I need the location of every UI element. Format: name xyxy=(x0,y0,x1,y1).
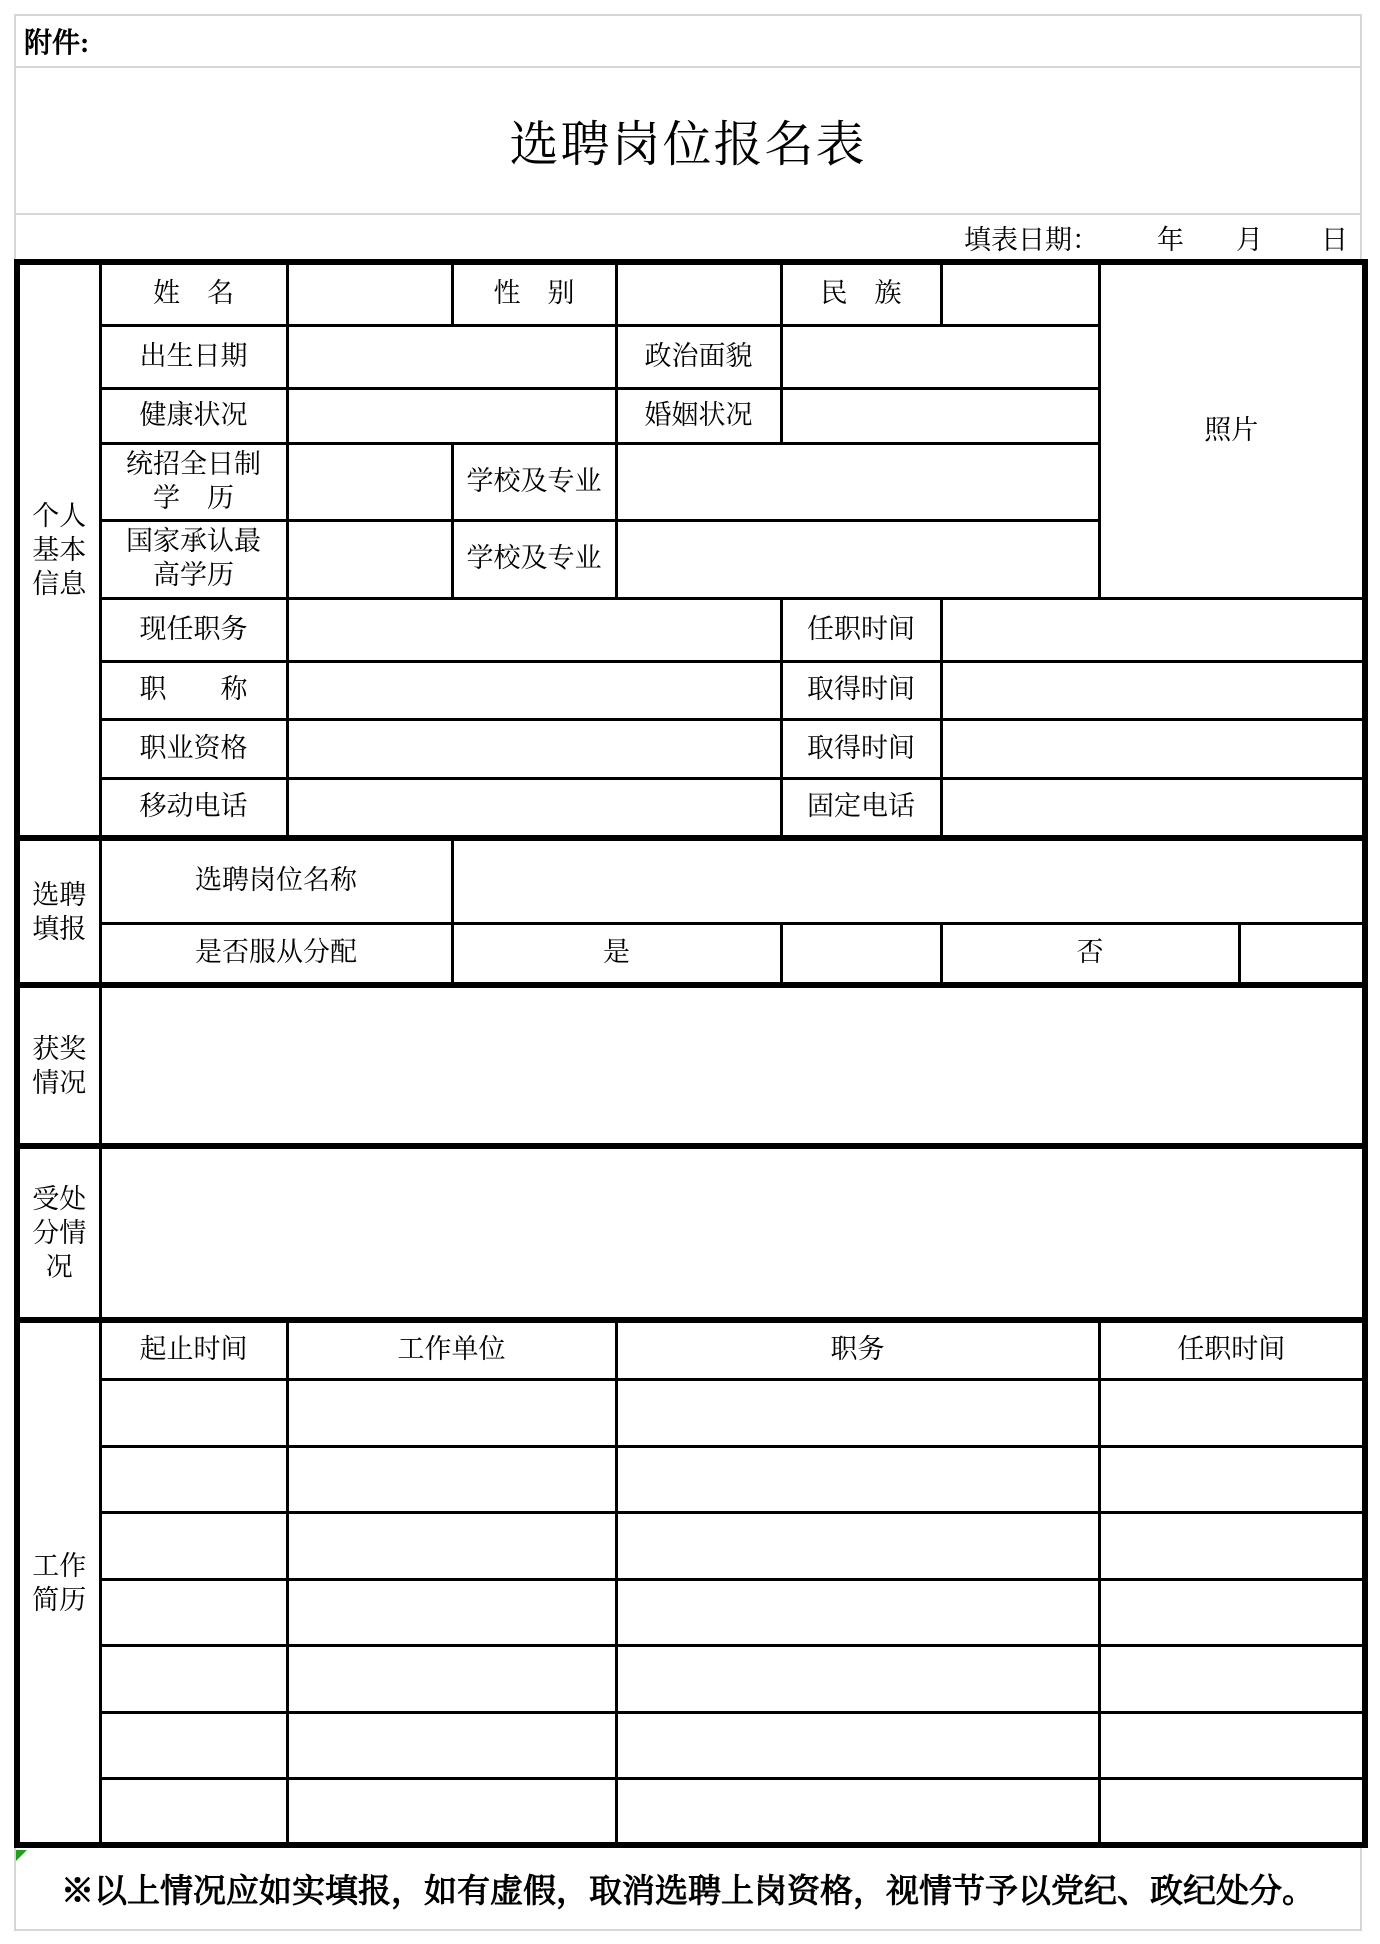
health-value-cell[interactable] xyxy=(287,388,616,443)
section-label-discipline: 受处 分情 况 xyxy=(17,1146,100,1320)
ethnicity-value-cell[interactable] xyxy=(941,262,1099,325)
name-value-cell[interactable] xyxy=(287,262,452,325)
landline-label: 固定电话 xyxy=(781,778,941,838)
obtain-time-label-1: 取得时间 xyxy=(781,661,941,719)
work-period-cell[interactable] xyxy=(100,1379,287,1446)
marital-value-cell[interactable] xyxy=(781,388,1099,443)
work-history-row xyxy=(17,1512,1365,1579)
work-position-cell[interactable] xyxy=(616,1446,1099,1512)
prof-title-label: 职 称 xyxy=(100,661,287,719)
work-history-row xyxy=(17,1579,1365,1645)
date-label: 填表日期： xyxy=(964,224,1099,255)
gender-label: 性 别 xyxy=(452,262,616,325)
date-line xyxy=(14,215,1362,259)
name-label: 姓 名 xyxy=(100,262,287,325)
birth-date-label: 出生日期 xyxy=(100,325,287,388)
attachment-label: 附件: xyxy=(14,14,1362,68)
obey-no-check-cell[interactable] xyxy=(1239,923,1365,985)
work-period-cell[interactable] xyxy=(100,1645,287,1712)
cell-flag-icon xyxy=(16,1850,27,1861)
work-position-cell[interactable] xyxy=(616,1645,1099,1712)
photo-cell[interactable]: 照片 xyxy=(1099,262,1365,598)
school-major-label-2: 学校及专业 xyxy=(452,520,616,598)
work-header-period: 起止时间 xyxy=(100,1320,287,1379)
gender-value-cell[interactable] xyxy=(616,262,781,325)
work-period-cell[interactable] xyxy=(100,1712,287,1778)
obtain-time-value-cell-2[interactable] xyxy=(941,719,1365,778)
section-label-application: 选聘 填报 xyxy=(17,838,100,985)
mobile-value-cell[interactable] xyxy=(287,778,781,838)
work-employer-cell[interactable] xyxy=(287,1579,616,1645)
highest-education-label: 国家承认最 高学历 xyxy=(100,520,287,598)
work-position-cell[interactable] xyxy=(616,1579,1099,1645)
work-period-cell[interactable] xyxy=(100,1512,287,1579)
work-employer-cell[interactable] xyxy=(287,1512,616,1579)
current-position-value-cell[interactable] xyxy=(287,598,781,661)
work-history-row xyxy=(17,1778,1365,1845)
date-day-label: 日 xyxy=(1321,224,1348,255)
discipline-value-cell[interactable] xyxy=(100,1146,1365,1320)
work-header-employer: 工作单位 xyxy=(287,1320,616,1379)
fulltime-education-value-cell[interactable] xyxy=(287,443,452,520)
application-form-table xyxy=(14,259,1368,1848)
landline-value-cell[interactable] xyxy=(941,778,1365,838)
work-tenure-cell[interactable] xyxy=(1099,1712,1365,1778)
work-employer-cell[interactable] xyxy=(287,1379,616,1446)
current-position-label: 现任职务 xyxy=(100,598,287,661)
work-tenure-cell[interactable] xyxy=(1099,1645,1365,1712)
position-name-value-cell[interactable] xyxy=(452,838,1365,923)
position-name-label: 选聘岗位名称 xyxy=(100,838,452,923)
work-position-cell[interactable] xyxy=(616,1512,1099,1579)
work-tenure-cell[interactable] xyxy=(1099,1579,1365,1645)
section-label-personal-info: 个人 基本 信息 xyxy=(17,262,100,838)
work-employer-cell[interactable] xyxy=(287,1645,616,1712)
school-major-value-cell-2[interactable] xyxy=(616,520,1099,598)
work-tenure-cell[interactable] xyxy=(1099,1512,1365,1579)
obtain-time-label-2: 取得时间 xyxy=(781,719,941,778)
tenure-time-value-cell[interactable] xyxy=(941,598,1365,661)
work-tenure-cell[interactable] xyxy=(1099,1446,1365,1512)
work-employer-cell[interactable] xyxy=(287,1712,616,1778)
date-year-label: 年 xyxy=(1157,224,1184,255)
work-history-row xyxy=(17,1712,1365,1778)
obey-no-label: 否 xyxy=(941,923,1239,985)
prof-title-value-cell[interactable] xyxy=(287,661,781,719)
work-position-cell[interactable] xyxy=(616,1778,1099,1845)
obey-yes-check-cell[interactable] xyxy=(781,923,941,985)
health-label: 健康状况 xyxy=(100,388,287,443)
work-period-cell[interactable] xyxy=(100,1778,287,1845)
school-major-value-cell-1[interactable] xyxy=(616,443,1099,520)
political-status-value-cell[interactable] xyxy=(781,325,1099,388)
mobile-label: 移动电话 xyxy=(100,778,287,838)
section-label-work-history: 工作 简历 xyxy=(17,1320,100,1845)
work-tenure-cell[interactable] xyxy=(1099,1379,1365,1446)
work-tenure-cell[interactable] xyxy=(1099,1778,1365,1845)
tenure-time-label: 任职时间 xyxy=(781,598,941,661)
work-history-row xyxy=(17,1379,1365,1446)
work-period-cell[interactable] xyxy=(100,1446,287,1512)
work-employer-cell[interactable] xyxy=(287,1778,616,1845)
work-employer-cell[interactable] xyxy=(287,1446,616,1512)
birth-date-value-cell[interactable] xyxy=(287,325,616,388)
fulltime-education-label: 统招全日制 学 历 xyxy=(100,443,287,520)
page-title: 选聘岗位报名表 xyxy=(14,68,1362,215)
qualification-value-cell[interactable] xyxy=(287,719,781,778)
section-label-awards: 获奖 情况 xyxy=(17,985,100,1146)
footer-note: ※以上情况应如实填报，如有虚假，取消选聘上岗资格，视情节予以党纪、政纪处分。 xyxy=(14,1848,1362,1931)
work-history-row xyxy=(17,1446,1365,1512)
qualification-label: 职业资格 xyxy=(100,719,287,778)
work-position-cell[interactable] xyxy=(616,1712,1099,1778)
obey-assignment-label: 是否服从分配 xyxy=(100,923,452,985)
school-major-label-1: 学校及专业 xyxy=(452,443,616,520)
work-position-cell[interactable] xyxy=(616,1379,1099,1446)
political-status-label: 政治面貌 xyxy=(616,325,781,388)
work-header-position: 职务 xyxy=(616,1320,1099,1379)
highest-education-value-cell[interactable] xyxy=(287,520,452,598)
obtain-time-value-cell-1[interactable] xyxy=(941,661,1365,719)
obey-yes-label: 是 xyxy=(452,923,781,985)
marital-label: 婚姻状况 xyxy=(616,388,781,443)
work-header-tenure: 任职时间 xyxy=(1099,1320,1365,1379)
work-period-cell[interactable] xyxy=(100,1579,287,1645)
date-month-label: 月 xyxy=(1236,224,1263,255)
awards-value-cell[interactable] xyxy=(100,985,1365,1146)
work-history-row xyxy=(17,1645,1365,1712)
ethnicity-label: 民 族 xyxy=(781,262,941,325)
